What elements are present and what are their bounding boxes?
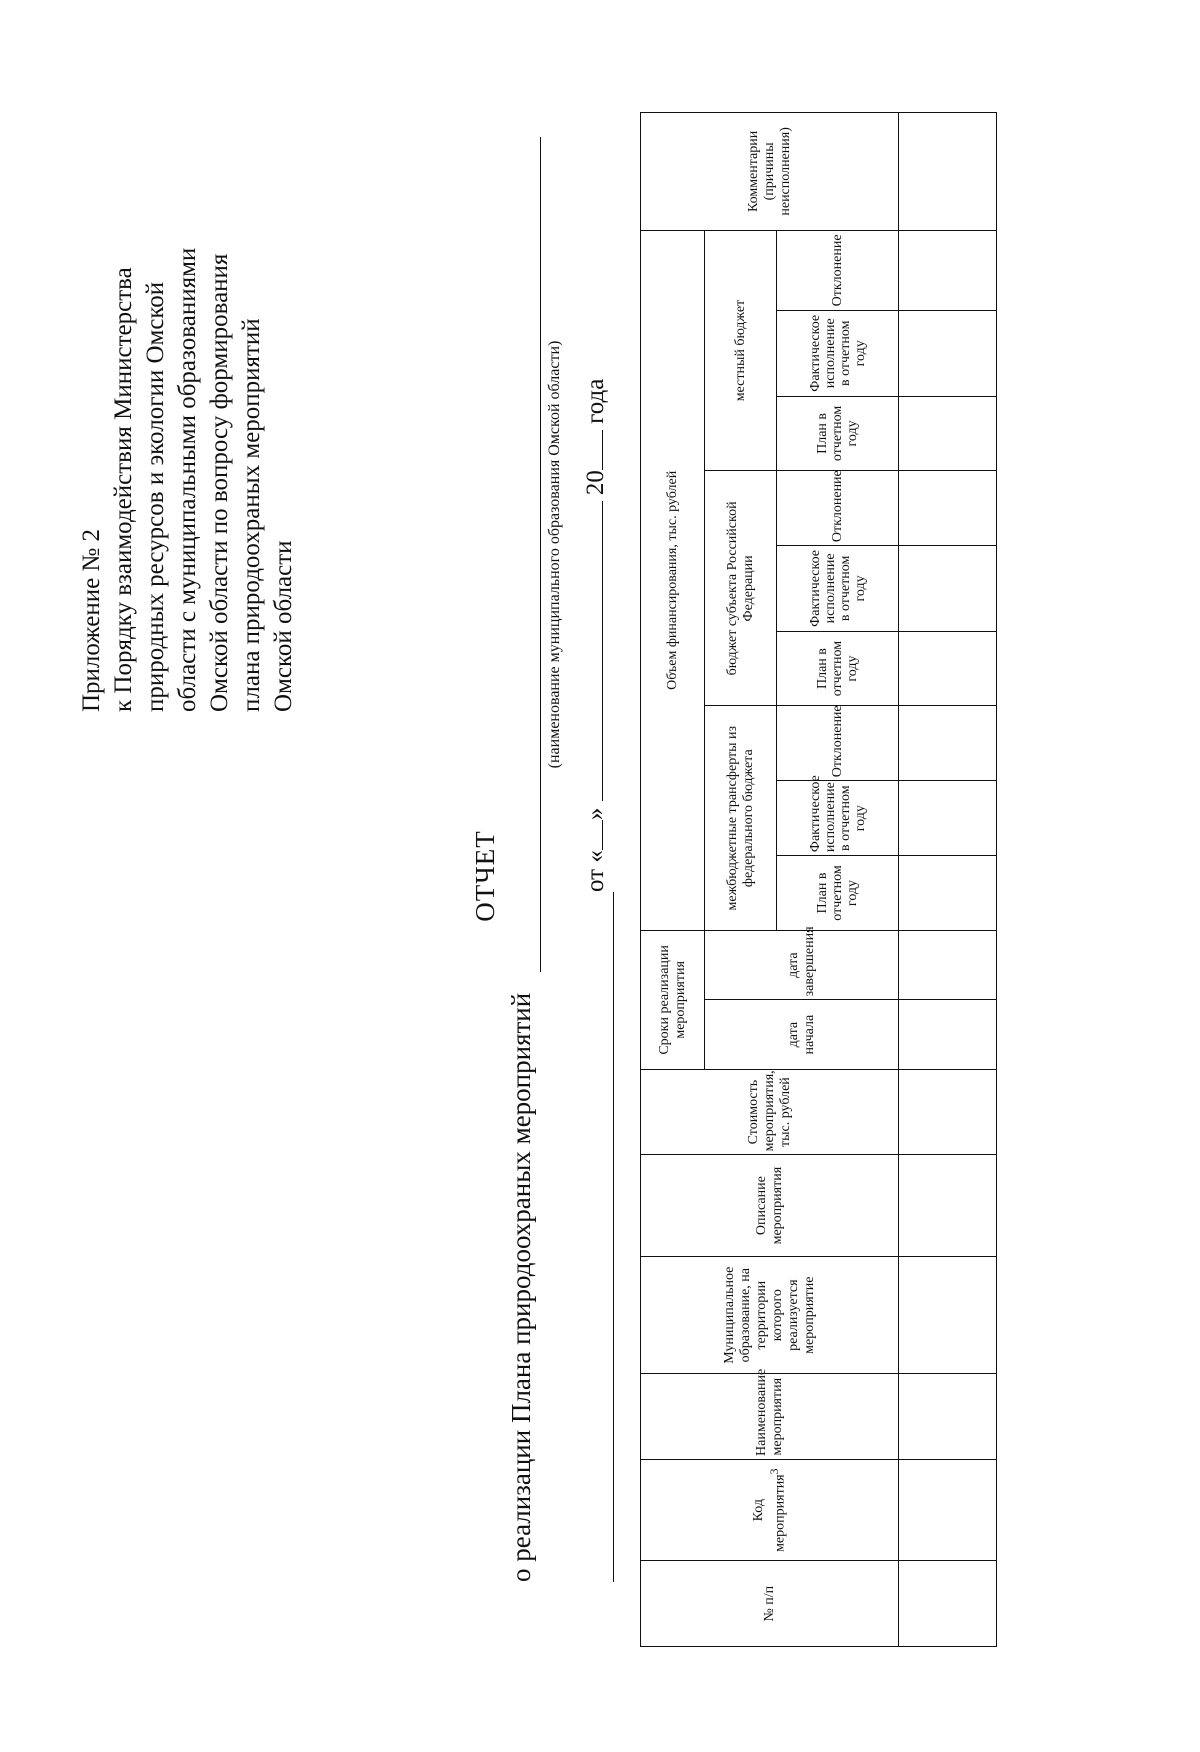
appendix-line: плана природоохраных мероприятий (238, 318, 265, 712)
header-regional-fact: Фактическое исполнение в отчетном году (777, 546, 899, 632)
table-cell (899, 1374, 997, 1460)
day-blank (580, 820, 603, 850)
table-cell (899, 311, 997, 397)
table-cell (899, 1561, 997, 1647)
appendix-line: Омской области по вопросу формирования (206, 253, 233, 712)
header-federal-deviation: Отклонение (777, 706, 899, 781)
header-comments: Комментарии (причины неисполнения) (641, 113, 899, 231)
table-cell (899, 706, 997, 781)
table-cell (899, 396, 997, 471)
table-cell (899, 1155, 997, 1257)
header-code-footnote: 3 (767, 1468, 781, 1475)
table-cell (899, 1459, 997, 1561)
date-mid: » (582, 807, 609, 821)
report-title: ОТЧЕТ (470, 830, 500, 922)
header-local-deviation: Отклонение (777, 230, 899, 310)
left-underline (613, 892, 614, 1582)
appendix-line: Омской области (270, 540, 297, 712)
table-cell (899, 1256, 997, 1374)
appendix-block (76, 112, 300, 712)
municipality-name-line (540, 137, 541, 972)
header-cost: Стоимость мероприятия, тыс. рублей (641, 1069, 899, 1155)
month-blank (580, 501, 603, 801)
header-local-fact: Фактическое исполнение в отчетном году (777, 311, 899, 397)
table-cell (899, 930, 997, 999)
table-row (899, 113, 997, 1647)
header-local-plan: План в отчетном году (777, 396, 899, 471)
header-code (641, 1459, 899, 1561)
header-federal-fact: Фактическое исполнение в отчетном году (777, 781, 899, 856)
table-cell (899, 631, 997, 706)
date-prefix: от « (582, 850, 609, 892)
table-cell (899, 856, 997, 931)
appendix-line: области с муниципальными образованиями (174, 247, 201, 712)
appendix-line: к Порядку взаимодействия Министерства (110, 267, 137, 712)
header-name: Наименование мероприятия (641, 1374, 899, 1460)
header-terms: Сроки реализации мероприятия (641, 930, 705, 1069)
table-cell (899, 546, 997, 632)
header-financing: Объем финансирования, тыс. рублей (641, 230, 705, 930)
header-regional-deviation: Отклонение (777, 471, 899, 546)
report-subject: о реализации Плана природоохраных мероприятий (506, 992, 536, 1582)
header-federal-plan: План в отчетном году (777, 856, 899, 931)
header-federal: межбюджетные трансферты из федерального бюджета (705, 706, 777, 930)
header-start-date: дата начала (705, 1000, 899, 1069)
report-table (640, 112, 997, 1647)
year-blank (580, 430, 603, 470)
header-end-date: дата завершения (705, 930, 899, 999)
table-cell (899, 471, 997, 546)
header-code-text: Код мероприятия (750, 1474, 788, 1552)
header-description: Описание мероприятия (641, 1155, 899, 1257)
municipality-caption: (наименование муниципального образования Омской области) (546, 340, 563, 769)
table-cell (899, 781, 997, 856)
table-cell (899, 1000, 997, 1069)
table-cell (899, 1069, 997, 1155)
appendix-line: природных ресурсов и экологии Омской (142, 281, 169, 712)
header-municipality: Муниципальное образование, на территории которого реализуется мероприятие (641, 1256, 899, 1374)
header-number: № п/п (641, 1561, 899, 1647)
header-local: местный бюджет (705, 230, 777, 471)
year-suffix: года (582, 378, 609, 424)
table-cell (899, 230, 997, 310)
appendix-line: Приложение № 2 (78, 528, 105, 712)
table-cell (899, 113, 997, 231)
year-prefix: 20 (582, 470, 609, 496)
header-regional-plan: План в отчетном году (777, 631, 899, 706)
header-regional: бюджет субъекта Российской Федерации (705, 471, 777, 706)
report-date (580, 379, 610, 892)
